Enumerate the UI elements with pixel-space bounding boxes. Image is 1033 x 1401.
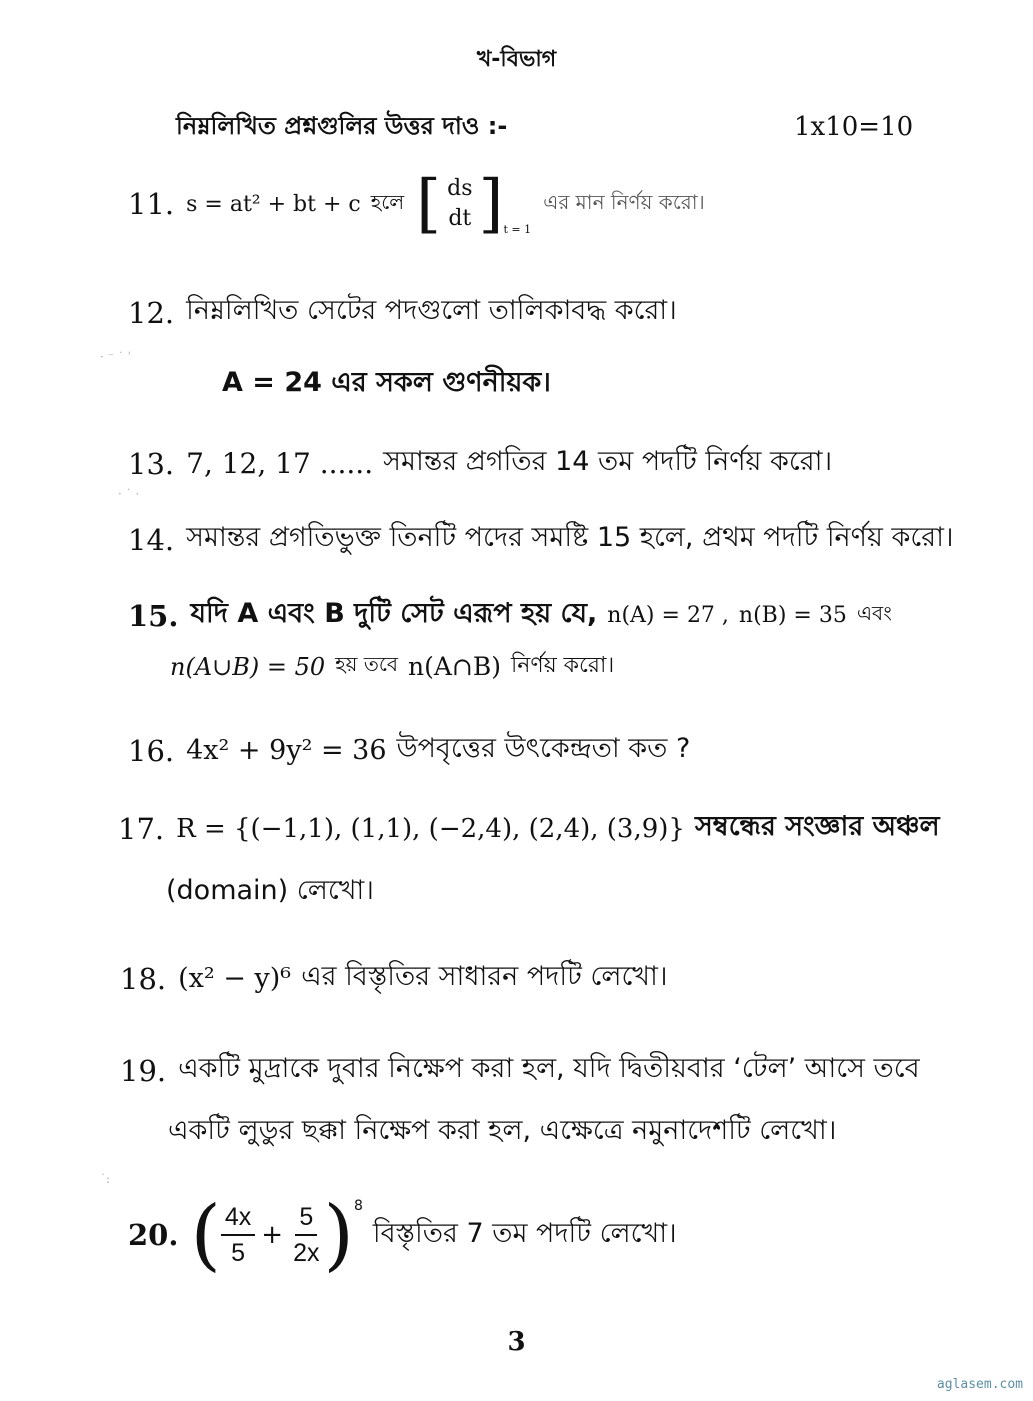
left-bracket-icon: [ [416,167,442,241]
relation-set: R = {(−1,1), (1,1), (−2,4), (2,4), (3,9)} [176,813,685,844]
question-18 [120,956,668,1001]
watermark: aglasem.com [936,1377,1023,1392]
fraction-1-denominator: 5 [231,1239,246,1267]
fraction-1 [221,1202,255,1268]
left-paren-icon: ( [190,1190,221,1280]
question-number: 19. [120,1053,167,1088]
question-number: 17. [118,811,165,846]
question-11 [128,167,705,241]
question-text: নিম্নলিখিত সেটের পদগুলো তালিকাবদ্ধ করো। [186,295,677,326]
question-number: 15. [128,598,179,633]
derivative-expression [416,167,532,241]
question-text: সম্বন্ধের সংজ্ঞার অঞ্চল [694,811,940,842]
question-text: একটি মুদ্রাকে দুবার নিক্ষেপ করা হল, যদি দ্বিতীয়বার ‘টেল’ আসে তবে [178,1053,920,1084]
question-number: 20. [128,1218,179,1252]
binomial-expression: (x² − y)⁶ [178,963,292,994]
question-13 [128,441,832,486]
fraction-1-numerator: 4x [221,1202,255,1236]
question-text: উপবৃত্তের উৎকেন্দ্রতা কত ? [396,733,691,764]
question-17 [118,806,940,851]
question-19-line-2: একটি লুডুর ছক্কা নিক্ষেপ করা হল, এক্ষেত্রে নমুনাদেশটি লেখো। [168,1115,837,1146]
question-number: 18. [120,961,167,996]
question-12 [128,290,677,335]
question-text: যদি A এবং B দুটি সেট এরূপ হয় যে, [190,598,598,629]
derivative-denominator: dt [448,206,472,231]
page-number: 3 [507,1327,526,1357]
marks-allocation: 1x10=10 [794,112,914,142]
question-text: সমান্তর প্রগতিভুক্ত তিনটি পদের সমষ্টি 15 হলে, প্রথম পদটি নির্ণয় করো। [186,522,954,553]
question-text: বিস্তৃতির 7 তম পদটি লেখো। [372,1217,677,1249]
evaluation-subscript: t = 1 [503,223,532,236]
question-text-tail: নির্ণয় করো। [510,653,615,678]
scan-speck: · ⁻ ˙ ˈ [100,350,131,364]
question-number: 11. [128,187,175,221]
scan-speck: ˙: [100,1172,111,1186]
right-bracket-icon: ] [478,167,504,241]
union-cardinality: n(A∪B) = 50 [170,652,326,681]
scan-speck: · ˙ · [118,487,140,501]
equation: s = at² + bt + c [186,191,361,217]
question-number: 16. [128,733,175,768]
question-20 [128,1190,677,1280]
instruction: নিম্নলিখিত প্রশ্নগুলির উত্তর দাও :- [176,112,508,140]
fraction-2 [289,1202,323,1268]
fraction-2-denominator: 2x [293,1239,320,1267]
question-12-line-2: A = 24 এর সকল গুণনীয়ক। [222,367,551,398]
derivative-fraction [447,174,472,233]
question-number: 13. [128,446,175,481]
question-19 [120,1048,920,1093]
question-number: 14. [128,522,175,557]
question-15 [128,593,892,638]
then-word: হয় তবে [335,652,398,676]
question-16 [128,728,690,773]
question-17-line-2: (domain) লেখো। [166,875,374,906]
derivative-numerator: ds [447,176,473,202]
question-text: সমান্তর প্রগতির 14 তম পদটি নির্ণয় করো। [383,446,833,477]
fraction-2-numerator: 5 [295,1202,317,1236]
set-b-cardinality: n(B) = 35 [738,603,847,628]
ellipse-equation: 4x² + 9y² = 36 [186,735,387,766]
question-number: 12. [128,295,175,330]
question-text: এর বিস্তৃতির সাধারন পদটি লেখো। [301,961,668,992]
intersection-cardinality: n(A∩B) [408,652,501,681]
if-word: হলে [370,189,405,214]
section-title: খ-বিভাগ [476,47,557,72]
plus-sign: + [261,1220,284,1250]
right-paren-icon: ) [323,1190,354,1280]
and-word: এবং [856,601,892,625]
question-text: এর মান নির্ণয় করো। [543,189,705,214]
exponent: 8 [353,1198,363,1214]
question-15-line-2 [170,648,614,685]
set-a-cardinality: n(A) = 27 , [607,603,729,628]
sequence: 7, 12, 17 ...... [186,447,374,480]
question-14 [128,517,954,562]
